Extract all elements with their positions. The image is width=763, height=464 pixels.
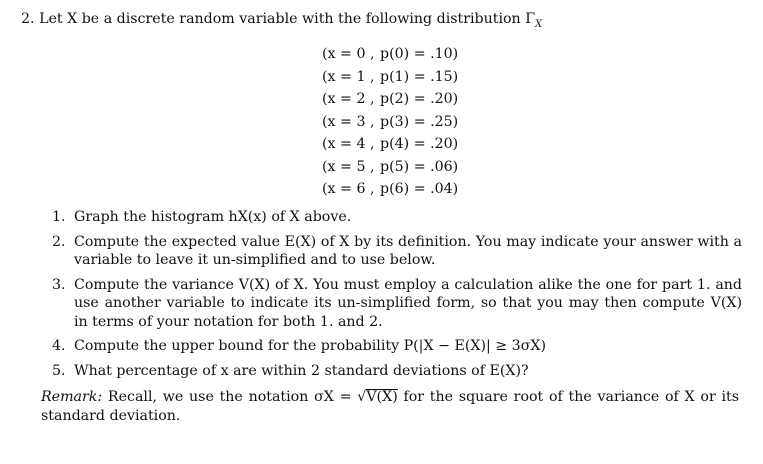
distribution-row: [322, 66, 458, 89]
remark-paragraph: [41, 388, 739, 426]
distribution-row: [322, 111, 458, 134]
problem-number: 2.: [21, 11, 35, 27]
remark-text-before: Recall, we use the notation σX =: [107, 389, 358, 405]
distribution-probability: p(6) = .04): [380, 181, 459, 197]
distribution-x-value: (x = 2 ,: [322, 91, 375, 107]
distribution-probability: p(4) = .20): [380, 136, 459, 152]
distribution-row: [322, 156, 458, 179]
distribution-x-value: (x = 5 ,: [322, 158, 375, 175]
task-text: Compute the upper bound for the probability P(|X − E(X)| ≥ 3σX): [74, 338, 547, 354]
distribution-row: [322, 88, 458, 111]
distribution-x-value: (x = 1 ,: [322, 68, 375, 85]
distribution-x-value: (x = 6 ,: [322, 181, 375, 197]
task-item: [52, 233, 742, 270]
task-number: 4.: [52, 338, 66, 354]
task-item: [52, 337, 742, 356]
task-item: [52, 362, 742, 381]
distribution-x-value: (x = 4 ,: [322, 136, 375, 152]
sqrt-content: V(X): [366, 389, 398, 405]
distribution-probability: p(2) = .20): [380, 91, 459, 107]
distribution-probability: p(0) = .10): [380, 46, 459, 62]
sqrt-symbol: √: [357, 389, 367, 405]
distribution-probability: p(1) = .15): [380, 68, 459, 85]
task-item: [52, 208, 742, 227]
problem-intro: Let X be a discrete random variable with the following distribution Γ: [39, 11, 536, 27]
task-text: Compute the variance V(X) of X. You must employ a calculation alike the one for part 1. and use another variable to indicate its un-simplified form, so that you may then compute V(X) in terms of your notation for both 1. and 2.: [74, 276, 742, 330]
task-number: 2.: [52, 233, 66, 250]
distribution-x-value: (x = 3 ,: [322, 113, 375, 130]
task-number: 1.: [52, 209, 66, 225]
task-number: 3.: [52, 276, 66, 293]
task-text: Compute the expected value E(X) of X by its definition. You may indicate your answer with a variable to leave it un-simplified and to use below.: [74, 233, 742, 268]
distribution-row: [322, 133, 458, 156]
distribution-row: [322, 43, 458, 66]
task-text: Graph the histogram hX(x) of X above.: [74, 209, 352, 225]
task-number: 5.: [52, 362, 66, 379]
distribution-x-value: (x = 0 ,: [322, 46, 375, 62]
distribution-probability: p(5) = .06): [380, 158, 459, 175]
task-text: What percentage of x are within 2 standard deviations of E(X)?: [74, 362, 529, 379]
problem-statement: [21, 11, 542, 30]
remark-label: Remark:: [41, 389, 103, 405]
distribution-probability: p(3) = .25): [380, 113, 459, 130]
distribution-row: [322, 178, 458, 201]
task-list: [52, 208, 742, 386]
distribution-subscript: X: [535, 18, 543, 30]
remark-text-after: for the square root of the variance of X or its standard deviation.: [41, 389, 739, 424]
task-item: [52, 276, 742, 332]
distribution-table: [322, 43, 458, 201]
